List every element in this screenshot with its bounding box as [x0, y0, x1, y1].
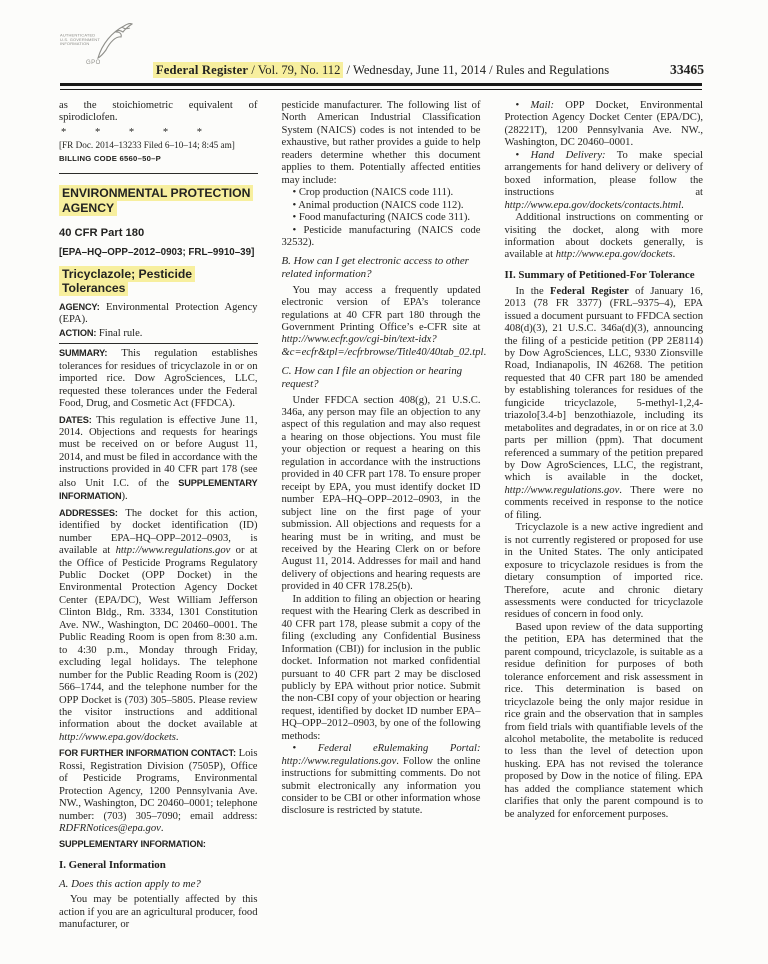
ecfr-url: http://www.ecfr.gov/cgi-bin/text-idx?&c=ecfr&tpl=/ecfrbrowse/Title40/40tab_02.tpl [281, 334, 484, 358]
contacts-html-url: http://www.epa.gov/dockets/contacts.html [504, 199, 682, 211]
additional-text-end: . [672, 249, 676, 261]
new-active-ingredient-paragraph: Tricyclazole is a new active ingredient and is not currently registered or proposed for use in the United States. The only anticipated exposure to tricyclazole residues is from the dietary consumption of imported rice. Therefore, acute and chronic dietary assessments were conducted for tricyclazole residues of concern in food only. [504, 522, 703, 621]
summary-text: This regulation establishes tolerances for residues of tricyclazole in or on imported rice. Dow AgroSciences, LLC, requested these tolerances under the Federal Food, Drug, and Cosmetic Act (FFDCA). [59, 348, 258, 410]
dates-paragraph [59, 414, 258, 504]
additional-instructions-paragraph [505, 212, 704, 262]
naics-bullet-pesticide: • Pesticide manufacturing (NAICS code 32532). [281, 224, 481, 248]
additional-text: Additional instructions on commenting or visiting the docket, along with more information about dockets generally, is available at [504, 212, 703, 261]
mail-label: Mail: [530, 100, 555, 111]
supplementary-info-label [59, 838, 258, 851]
supplementary-label: SUPPLEMENTARY INFORMATION: [59, 839, 206, 850]
naics-bullet-crop: • Crop production (NAICS code 111). [292, 187, 454, 199]
action-divider-rule [59, 343, 258, 344]
petition-summary-paragraph [505, 286, 704, 523]
section-1-heading: I. General Information [59, 858, 166, 871]
objection-paragraph-2: In addition to filing an objection or hearing request with the Hearing Clerk as described in 40 CFR part 178, please submit a copy of the filing (excluding any Confidential Business Information (CBI)) for inclusion in the public docket. Information not marked confidential pursuant to 40 CFR part 2 may be disclosed publicly by EPA without prior notice. Submit the non-CBI copy of your objection or hearing request, identified by docket ID number EPA–HQ–OPP–2012–0903, by one of the following methods: [281, 593, 481, 742]
naics-bullet-animal: • Animal production (NAICS code 112). [292, 199, 464, 211]
ecfr-text: You may access a frequently updated electronic version of EPA’s tolerance regulations at 40 CFR part 180 through the Government Printing Office’s e-CFR site at [281, 284, 481, 333]
contact-paragraph [59, 747, 258, 835]
section-divider-rule [59, 173, 258, 174]
fr-volume: / Vol. 79, No. 112 [248, 63, 341, 77]
addresses-paragraph [59, 507, 258, 745]
page-header [60, 62, 702, 90]
section-2-heading: II. Summary of Petitioned-For Tolerance [504, 268, 695, 281]
column-right [505, 100, 704, 952]
agency-text: Environmental Protection Agency (EPA). [59, 301, 258, 326]
rule-title-highlight: Tricyclazole; Pesticide Tolerances [59, 266, 195, 296]
gpo-eagle-icon [94, 20, 134, 64]
objection-paragraph-1: Under FFDCA section 408(g), 21 U.S.C. 346a, any person may file an objection to any aspect of this regulation and may also request a hearing on those objections. You must file your objection or request a hearing on this regulation in accordance with the instructions provided in 40 CFR part 178. To ensure proper receipt by EPA, you must identify docket ID number EPA–HQ–OPP–2012–0903, in the subject line on the first page of your submission. All objections and requests for a hearing must be in writing, and must be received by the Hearing Clerk on or before August 11, 2014. Addresses for mail and hand delivery of objections and hearing requests are provided in 40 CFR 178.25(b). [281, 394, 481, 593]
supplementary-ref: SUPPLEMENTARY INFORMATION [59, 477, 258, 502]
dates-text: This regulation is effective June 11, 2014. Objections and requests for hearings must be received on or before August 11, 2014, and must be filed in accordance with the instructions provided in 40 CFR part 178 (see also Unit I.C. of the [59, 414, 258, 489]
addresses-text-3: . [175, 731, 179, 743]
dates-label: DATES: [59, 414, 92, 425]
gpo-seal-line: U.S. GOVERNMENT [60, 37, 100, 43]
docket-id-line: [EPA–HQ–OPP–2012–0903; FRL–9910–39] [59, 246, 255, 258]
petition-text: In the [515, 285, 551, 297]
contact-email: RDFRNotices@epa.gov [59, 823, 161, 835]
column-layout [59, 100, 703, 952]
hand-delivery-text-end: . [681, 199, 684, 211]
agency-paragraph [59, 301, 258, 327]
agency-label: AGENCY: [59, 301, 100, 312]
addresses-label: ADDRESSES: [59, 507, 118, 518]
summary-label: SUMMARY: [59, 348, 108, 359]
federal-register-ref: Federal Register [550, 285, 629, 297]
dockets-url: http://www.epa.gov/dockets [555, 249, 673, 261]
section-1b-heading: B. How can I get electronic access to other related information? [281, 255, 469, 281]
bullet-glyph: • [515, 149, 531, 161]
column-left [59, 100, 258, 952]
regulations-gov-url: http://www.regulations.gov [115, 545, 231, 557]
header-line [60, 62, 702, 78]
page-number: 33465 [670, 62, 704, 77]
header-highlight [153, 62, 344, 78]
addresses-text: The docket for this action, identified by docket identification (ID) number EPA–HQ–OPP–2012–0903, is available at [59, 507, 258, 557]
hand-delivery-text: To make special arrangements for hand delivery or delivery of boxed information, please follow the instructions at [504, 149, 704, 199]
petition-text-2: of January 16, 2013 (78 FR 3377) (FRL–9375–4), EPA issued a document pursuant to FFDCA section 408(d)(3), 21 U.S.C. 346a(d)(3), announcing the filing of a pesticide petition (PP 2E8114) by Dow AgroSciences, LLC, 9330 Zionsville Road, Indianapolis, IN 46268. The petition requested that 40 CFR part 180 be amended by establishing tolerances for residues of the fungicide tricyclazole, 5-methyl-1,2,4-triazolo[3.4-b] benzothiazole, including its metabolites and degradates, in or on rice at 3.0 parts per million (ppm). That document referenced a summary of the petition prepared by Dow AgroSciences, LLC, the registrant, which is available in the docket, [504, 285, 703, 484]
gpo-seal-line: INFORMATION [60, 42, 90, 47]
continuation-paragraph: as the stoichiometric equivalent of spirodiclofen. [59, 100, 258, 124]
epa-dockets-url: http://www.epa.gov/dockets [59, 731, 176, 743]
asterisk-separator: * * * * * [61, 126, 203, 138]
hand-delivery-label: Hand Delivery: [530, 149, 606, 161]
action-paragraph [59, 327, 258, 340]
bullet-glyph: • [515, 100, 531, 111]
mail-bullet [505, 100, 704, 150]
section-1c-heading: C. How can I file an objection or hearing request? [281, 365, 463, 390]
mail-text: OPP Docket, Environmental Protection Agency Docket Center (EPA/DC), (28221T), 1200 Pennsylvania Ave. NW., Washington, DC 20460–0001. [504, 100, 704, 149]
ecfr-text-end: . [483, 346, 487, 358]
fr-date-section: / Wednesday, June 11, 2014 / Rules and Regulations [343, 63, 610, 77]
summary-paragraph [59, 347, 258, 410]
action-text: Final rule. [98, 327, 143, 339]
rule-title-heading [59, 267, 258, 295]
regulations-gov-url: http://www.regulations.gov [504, 484, 620, 496]
section-1a-paragraph: You may be potentially affected by this action if you are an agricultural producer, food manufacturer, or [59, 894, 258, 931]
naics-intro-paragraph: pesticide manufacturer. The following list of North American Industrial Classification System (NAICS) codes is not intended to be exhaustive, but rather provides a guide to help readers determine whether this document applies to them. Potentially affected entities may include: [281, 100, 481, 186]
contact-text-end: . [160, 823, 164, 835]
erulemaking-portal-url: Federal eRulemaking Portal: http://www.regulations.gov [281, 743, 481, 767]
fr-title: Federal Register [155, 63, 249, 77]
contact-label: FOR FURTHER INFORMATION CONTACT: [59, 748, 236, 759]
hand-delivery-bullet [505, 150, 704, 212]
gpo-abbr: GPO [86, 60, 101, 66]
petition-text-end: . There were no comments received in response to the notice of filing. [504, 484, 703, 521]
cfr-part-heading: 40 CFR Part 180 [59, 226, 145, 239]
residue-determination-paragraph: Based upon review of the data supporting the petition, EPA has determined that the parent compound, tricyclazole, is suitable as a residue definition for purposes of both tolerance enforcement and risk assessment in rice. This determination is based on tricyclazole being the only major residue in rice grain and the observation that in samples from field trials with quantifiable levels of the alcohol metabolite, the metabolite is reduced to less than the level of detection upon husking. EPA has not revised the tolerance proposed by Dow in the notice of filing. EPA has added the compliance statement which clarifies that only the parent compound is to be analyzed for enforcement purposes. [504, 621, 703, 820]
contact-text: Lois Rossi, Registration Division (7505P), Office of Pesticide Programs, Environmental Protection Agency, 1200 Pennsylvania Ave. NW., Washington, DC 20460–0001; telephone number: (703) 305–7090; email address: [59, 748, 258, 822]
bullet-glyph: • [292, 743, 318, 755]
agency-heading [59, 186, 258, 217]
erulemaking-text: . Follow the online instructions for submitting comments. Do not submit electronically any information you consider to be CBI or other information whose disclosure is restricted by statute. [281, 755, 481, 817]
dates-text-end: ). [121, 491, 128, 503]
billing-code: BILLING CODE 6560–50–P [59, 153, 162, 163]
header-double-rule [60, 83, 702, 90]
section-1a-heading: A. Does this action apply to me? [59, 877, 201, 890]
addresses-text-2: or at the Office of Pesticide Programs Regulatory Public Docket (OPP Docket) in the Environmental Protection Agency Docket Center (EPA/DC), West William Jefferson Clinton Bldg., Rm. 3334, 1301 Constitution Ave. NW., Washington, DC 20460–0001. The Public Reading Room is open from 8:30 a.m. to 4:30 p.m., Monday through Friday, excluding legal holidays. The telephone number for the Public Reading Room is (202) 566–1744, and the telephone number for the OPP Docket is (703) 305–5805. Please review the visitor instructions and additional information about the docket available at [59, 545, 258, 731]
agency-heading-highlight: ENVIRONMENTAL PROTECTION AGENCY [59, 185, 253, 217]
fr-doc-line: [FR Doc. 2014–13233 Filed 6–10–14; 8:45 am] [59, 139, 235, 150]
gpo-seal-line: AUTHENTICATED [60, 33, 96, 38]
ecfr-paragraph [281, 284, 487, 360]
action-label: ACTION: [59, 327, 97, 338]
column-middle [281, 100, 487, 952]
naics-bullet-food: • Food manufacturing (NAICS code 311). [292, 212, 470, 224]
erulemaking-bullet [282, 743, 481, 818]
